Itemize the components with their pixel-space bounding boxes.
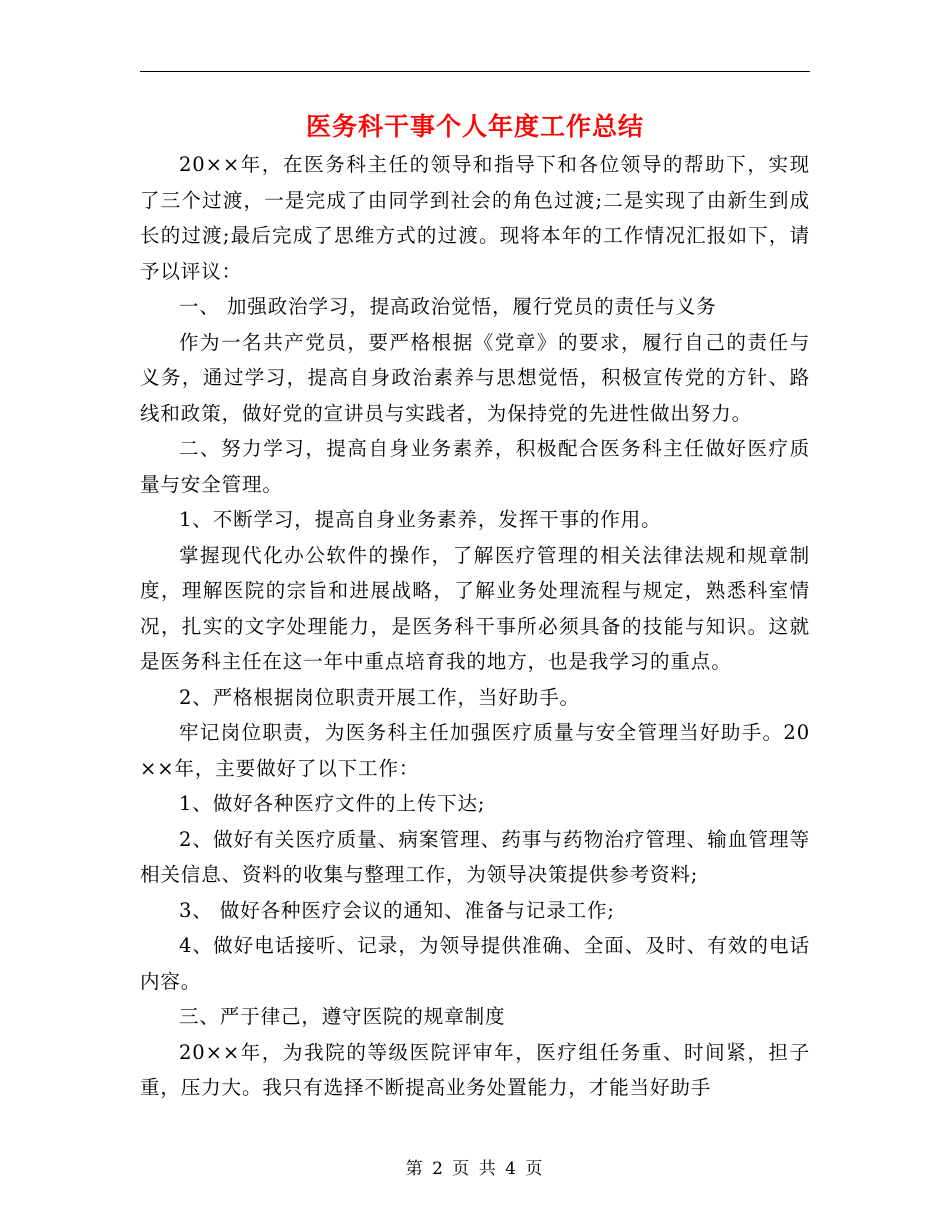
page-footer: 第 2 页 共 4 页 — [405, 1159, 545, 1179]
subheading-2-2: 2、严格根据岗位职责开展工作，当好助手。 — [179, 685, 580, 709]
document-title: 医务科干事个人年度工作总结 — [305, 112, 644, 141]
paragraph-section-1: 作为一名共产党员，要严格根据《党章》的要求，履行自己的责任与义务，通过学习，提高自身政治素养与思想觉悟，积极宣传党的方针、路线和政策，做好党的宣讲员与实践者，为保持党的先进性做出努力。 — [140, 330, 810, 425]
header-rule — [140, 71, 810, 72]
list-item-2: 2、做好有关医疗质量、病案管理、药事与药物治疗管理、输血管理等相关信息、资料的收集与整理工作，为领导决策提供参考资料; — [140, 827, 810, 886]
paragraph-section-3: 20××年，为我院的等级医院评审年，医疗组任务重、时间紧，担子重，压力大。我只有选择不断提高业务处置能力，才能当好助手 — [140, 1040, 810, 1099]
document-body — [140, 147, 810, 1106]
section-heading-1: 一、 加强政治学习，提高政治觉悟，履行党员的责任与义务 — [179, 295, 717, 318]
subheading-2-1: 1、不断学习，提高自身业务素养，发挥干事的作用。 — [179, 508, 662, 531]
list-item-3: 3、 做好各种医疗会议的通知、准备与记录工作; — [179, 898, 615, 922]
paragraph-2-1: 掌握现代化办公软件的操作，了解医疗管理的相关法律法规和规章制度，理解医院的宗旨和进展战略，了解业务处理流程与规定，熟悉科室情况，扎实的文字处理能力，是医务科干事所必须具备的技能与知识。这就是医务科主任在这一年中重点培育我的地方，也是我学习的重点。 — [140, 543, 810, 673]
section-heading-3: 三、严于律己，遵守医院的规章制度 — [179, 1005, 506, 1028]
list-item-1: 1、做好各种医疗文件的上传下达; — [179, 792, 486, 815]
list-item-4: 4、做好电话接听、记录，为领导提供准确、全面、及时、有效的电话内容。 — [140, 934, 810, 993]
paragraph-2-2: 牢记岗位职责，为医务科主任加强医疗质量与安全管理当好助手。20××年，主要做好了以下工作： — [140, 721, 810, 780]
section-heading-2: 二、努力学习，提高自身业务素养，积极配合医务科主任做好医疗质量与安全管理。 — [140, 437, 810, 496]
paragraph-intro: 20××年，在医务科主任的领导和指导下和各位领导的帮助下，实现了三个过渡，一是完成了由同学到社会的角色过渡;二是实现了由新生到成长的过渡;最后完成了思维方式的过渡。现将本年的工作情况汇报如下，请予以评议： — [140, 153, 810, 283]
